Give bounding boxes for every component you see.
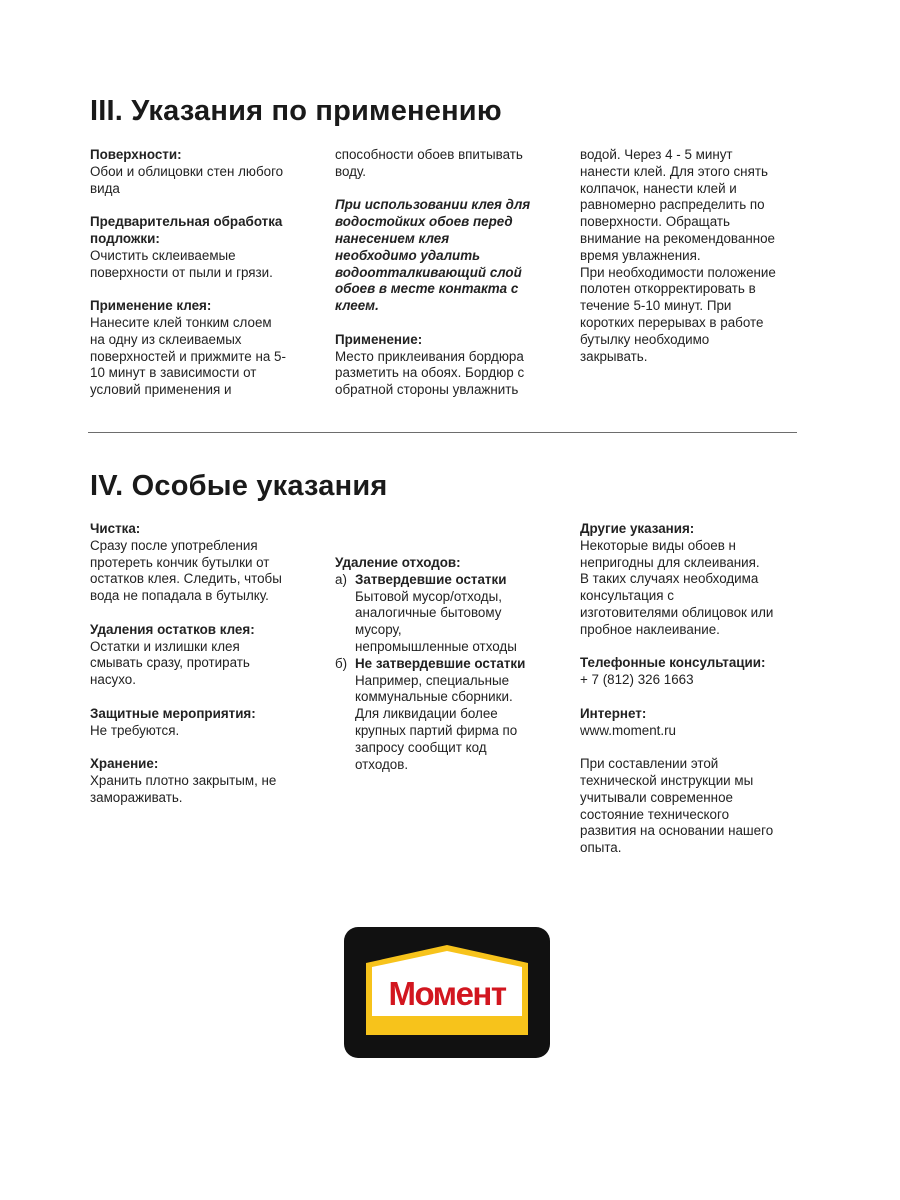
text-line: течение 5-10 минут. При [580, 298, 732, 314]
text-line: мусору, [355, 622, 402, 638]
text-line: пробное наклеивание. [580, 621, 720, 637]
text-line: В таких случаях необходима [580, 571, 759, 587]
section-3-column-1 [90, 147, 322, 416]
text-line: смывать сразу, протирать [90, 655, 250, 671]
text-line: на одну из склеиваемых [90, 331, 242, 347]
text-line: состояние технического [580, 806, 730, 822]
surfaces-block [90, 147, 322, 197]
section-3-column-2 [335, 147, 567, 416]
section-3-column-3 [580, 147, 812, 382]
text-line: непромышленные отходы [355, 638, 517, 654]
internet-label: Интернет: [580, 705, 647, 721]
text-line: обратной стороны увлажнить [335, 382, 519, 398]
waste-disposal-label: Удаление отходов: [335, 555, 461, 570]
text-line: замораживать. [90, 789, 183, 805]
waterproof-note [335, 197, 567, 315]
text-line: Для ликвидации более [355, 706, 498, 722]
text-line: опыта. [580, 840, 622, 856]
moment-logo [344, 927, 550, 1058]
storage-label: Хранение: [90, 756, 159, 772]
text-line: коротких перерывах в работе [580, 314, 764, 330]
note-line: водоотталкивающий слой [335, 264, 522, 280]
text-line: вода не попадала в бутылку. [90, 588, 269, 604]
text-line: Место приклеивания бордюра [335, 348, 524, 364]
website-link[interactable]: www.moment.ru [580, 722, 676, 738]
text-line: Нанесите клей тонким слоем [90, 314, 272, 330]
text-line: Бытовой мусор/отходы, [355, 588, 502, 604]
note-line: водостойких обоев перед [335, 214, 513, 230]
section-4-column-1 [90, 521, 322, 823]
text-line: внимание на рекомендованное [580, 230, 776, 246]
text-line: Некоторые виды обоев н [580, 537, 736, 553]
other-instructions-label: Другие указания: [580, 521, 695, 536]
text-line: поверхностей и прижмите на 5- [90, 348, 286, 364]
usage-block [335, 332, 567, 399]
application-block [90, 298, 322, 399]
logo-text: Момент [388, 975, 506, 1012]
phone-number[interactable]: + 7 (812) 326 1663 [580, 672, 694, 688]
text-line: При составлении этой [580, 756, 719, 772]
text-line: При необходимости положение [580, 264, 776, 280]
surfaces-label: Поверхности: [90, 147, 182, 162]
note-line: При использовании клея для [335, 197, 531, 213]
list-marker: а) [335, 571, 347, 587]
residue-removal-block [90, 622, 322, 689]
text-line: непригодны для склеивания. [580, 554, 760, 570]
text-line: остатков клея. Следить, чтобы [90, 571, 282, 587]
text-line: 10 минут в зависимости от [90, 365, 257, 381]
text-line: Хранить плотно закрытым, не [90, 772, 277, 788]
closing-note [580, 756, 812, 857]
text-line: коммунальные сборники. [355, 689, 513, 705]
note-line: клеем. [335, 298, 379, 314]
text-line: Обои и облицовки стен любого [90, 163, 284, 179]
section-4-column-2 [335, 555, 567, 773]
text-line: поверхности. Обращать [580, 214, 730, 230]
text-line: равномерно распределить по [580, 197, 765, 213]
text-line: консультация с [580, 588, 674, 604]
section-divider [88, 432, 797, 433]
note-line: необходимо удалить [335, 247, 481, 263]
text-line: нанести клей. Для этого снять [580, 163, 768, 179]
text-line: Очистить склеиваемые [90, 247, 236, 263]
text-line: закрывать. [580, 348, 648, 364]
text-line: развития на основании нашего [580, 823, 774, 839]
phone-block [580, 655, 812, 689]
section-4-title: IV. Особые указания [90, 470, 388, 502]
other-instructions-block [580, 521, 812, 639]
text-line: время увлажнения. [580, 247, 701, 263]
text-line: отходов. [355, 756, 409, 772]
usage-continued [580, 147, 812, 365]
note-line: обоев в месте контакта с [335, 281, 519, 297]
preparation-label: Предварительная обработка [90, 214, 283, 230]
text-line: Сразу после употребления [90, 537, 258, 553]
waste-item-title: Затвердевшие остатки [355, 571, 507, 587]
text-line: способности обоев впитывать [335, 147, 523, 162]
text-line: бутылку необходимо [580, 331, 710, 347]
text-line: протереть кончик бутылки от [90, 554, 270, 570]
text-line: изготовителями облицовок или [580, 604, 774, 620]
text-line: полотен откорректировать в [580, 281, 756, 297]
preparation-label: подложки: [90, 230, 160, 246]
text-line: учитывали современное [580, 789, 733, 805]
text-line: крупных партий фирма по [355, 722, 518, 738]
waste-item-title: Не затвердевшие остатки [355, 655, 526, 671]
protection-block [90, 706, 322, 740]
note-line: нанесением клея [335, 230, 450, 246]
text-line: воду. [335, 163, 367, 179]
text-line: водой. Через 4 - 5 минут [580, 147, 733, 162]
text-line: технической инструкции мы [580, 772, 754, 788]
text-line: запросу сообщит код [355, 739, 487, 755]
phone-label: Телефонные консультации: [580, 655, 766, 671]
text-line: Не требуются. [90, 722, 180, 738]
text-line: Остатки и излишки клея [90, 638, 240, 654]
cleaning-block [90, 521, 322, 605]
text-line: насухо. [90, 672, 136, 688]
application-label: Применение клея: [90, 298, 212, 314]
waste-item [335, 572, 567, 656]
text-line: Например, специальные [355, 672, 510, 688]
internet-block [580, 706, 812, 740]
text-line: вида [90, 180, 120, 196]
text-line: разметить на обоях. Бордюр с [335, 365, 525, 381]
text-line: условий применения и [90, 382, 232, 398]
waste-item [335, 656, 567, 774]
text-line: аналогичные бытовому [355, 605, 502, 621]
text-line: поверхности от пыли и грязи. [90, 264, 273, 280]
cleaning-label: Чистка: [90, 521, 141, 536]
residue-removal-label: Удаления остатков клея: [90, 621, 255, 637]
storage-block [90, 756, 322, 806]
usage-label: Применение: [335, 331, 423, 347]
preparation-block [90, 214, 322, 281]
section-4-column-3 [580, 521, 812, 874]
list-marker: б) [335, 655, 348, 671]
application-continued [335, 147, 567, 181]
text-line: колпачок, нанести клей и [580, 180, 737, 196]
protection-label: Защитные мероприятия: [90, 705, 256, 721]
section-3-title: III. Указания по применению [90, 95, 502, 127]
